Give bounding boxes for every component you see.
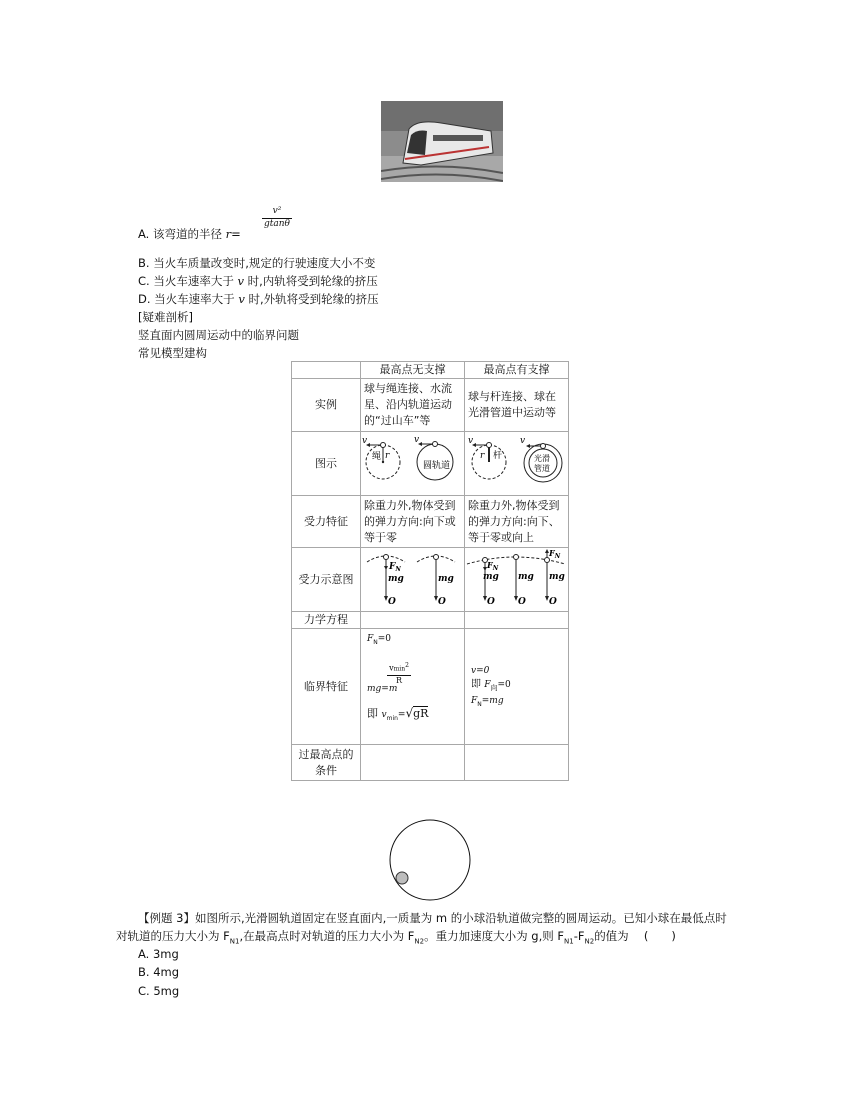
- ex3-sub-1: N1: [229, 937, 240, 946]
- critical-ji: 即: [367, 707, 382, 720]
- section-subtitle: 常见模型建构: [138, 346, 207, 360]
- critical-fn-rest: =0: [377, 634, 392, 644]
- o-label-3: O: [487, 597, 495, 606]
- critical-math-no-support: [361, 629, 464, 743]
- option-c-prefix: C. 当火车速率大于: [138, 274, 238, 288]
- tube-label-1: 光滑: [534, 454, 550, 463]
- model-table: [291, 361, 569, 781]
- option-d-var: v: [238, 292, 245, 306]
- fraction-numerator: v²: [272, 206, 282, 216]
- critical-frac-den: R: [387, 675, 411, 686]
- rope-and-track-diagram: [361, 432, 464, 490]
- option-c-var: v: [237, 274, 244, 288]
- ex3-text-5: 的值为 ( ): [594, 929, 676, 943]
- mg-label-3: mg: [483, 572, 499, 582]
- critical-fn-sub: N: [373, 638, 378, 646]
- frac-v-sup: 2: [405, 662, 409, 669]
- header-with-support: 最高点有支撑: [465, 362, 569, 379]
- row-label-condition: 过最高点的条件: [292, 745, 361, 781]
- diagram-with-support: [465, 432, 569, 496]
- option-a-eq: =: [231, 227, 241, 241]
- ex3-text-3: 。重力加速度大小为 g,则 F: [424, 929, 565, 943]
- table-header-row: [292, 362, 569, 379]
- critical-fn-2-sub: N: [477, 700, 482, 708]
- critical-fn: F: [367, 634, 374, 644]
- tube-v-label: v: [520, 436, 526, 446]
- table-row-force-diagram: [292, 548, 569, 612]
- track-label: 圆轨道: [423, 461, 451, 471]
- critical-fn-2-rest: =mg: [481, 696, 504, 706]
- example-no-support: 球与绳连接、水流星、沿内轨道运动的“过山车”等: [361, 379, 465, 432]
- critical-math-with-support: [465, 629, 568, 743]
- header-blank: [292, 362, 361, 379]
- option-a-text: A. 该弯道的半径: [138, 227, 226, 241]
- ex3-sub-2: N2: [414, 937, 425, 946]
- critical-vmin-v: v: [381, 710, 387, 720]
- section-tag: [疑难剖析]: [138, 310, 193, 324]
- example3-line1: 【例题 3】如图所示,光滑圆轨道固定在竖直面内,一质量为 m 的小球沿轨道做完整的圆周运动。已知小球在最低点时: [138, 911, 727, 925]
- force-diagram-rod: [465, 548, 568, 606]
- fn-label-2: $F_N$: [487, 560, 499, 572]
- sqrt-radicand: gR: [413, 707, 429, 720]
- frac-v: v: [389, 663, 394, 673]
- option-d-top: [138, 290, 379, 308]
- mg-label-1: mg: [388, 574, 404, 584]
- critical-vmin: [367, 705, 428, 727]
- section-title: 竖直面内圆周运动中的临界问题: [138, 328, 299, 342]
- rope-v-label: v: [362, 436, 368, 446]
- tube-label-2: 管道: [534, 464, 550, 473]
- ex3-text-2: ,在最高点时对轨道的压力大小为 F: [239, 929, 415, 943]
- force-diagram-with-support: [465, 548, 569, 612]
- option-a-fraction: [262, 206, 292, 230]
- option-c-top: [138, 272, 378, 290]
- row-label-force-diagram: 受力示意图: [292, 548, 361, 612]
- critical-frac-num: [387, 661, 411, 675]
- table-row-example: [292, 379, 569, 432]
- condition-no-support: [361, 745, 465, 781]
- critical-v-zero: v=0: [471, 666, 490, 676]
- frac-v-sub: min: [393, 665, 406, 673]
- example3-option-c: C. 5mg: [138, 984, 180, 998]
- critical-vmin-sub: min: [386, 715, 398, 723]
- rod-label: 杆: [493, 451, 503, 461]
- train-photo: [381, 101, 503, 182]
- diagram-no-support: [361, 432, 465, 496]
- critical-fn-mg: [471, 693, 504, 713]
- sqrt-sign: √: [405, 706, 414, 720]
- option-c-suffix: 时,内轨将受到轮缘的挤压: [244, 274, 378, 288]
- row-label-diagram: 图示: [292, 432, 361, 496]
- option-b-top: B. 当火车质量改变时,规定的行驶速度大小不变: [138, 256, 376, 270]
- o-label-5: O: [549, 597, 557, 606]
- force-diagram-no-support: [361, 548, 465, 612]
- rope-label: 绳: [372, 452, 382, 462]
- rope-r-label: r: [385, 451, 390, 461]
- condition-with-support: [465, 745, 569, 781]
- fraction-denominator: gtanθ: [262, 218, 292, 230]
- critical-fn-zero: [367, 631, 391, 651]
- equation-no-support: [361, 612, 465, 629]
- o-label-4: O: [518, 597, 526, 606]
- example3-option-b: B. 4mg: [138, 965, 180, 979]
- critical-no-support: [361, 629, 465, 745]
- example-with-support: 球与杆连接、球在光滑管道中运动等: [465, 379, 569, 432]
- critical-mg-eq: mg=m: [367, 684, 398, 694]
- force-no-support: 除重力外,物体受到的弹力方向:向下或等于零: [361, 496, 465, 548]
- option-a-top: [138, 225, 241, 243]
- mg-label-2: mg: [438, 574, 454, 584]
- row-label-critical: 临界特征: [292, 629, 361, 745]
- critical-with-support: [465, 629, 569, 745]
- rod-and-tube-diagram: [465, 432, 568, 490]
- option-d-suffix: 时,外轨将受到轮缘的挤压: [244, 292, 379, 306]
- option-d-prefix: D. 当火车速率大于: [138, 292, 239, 306]
- critical-f-xiang: F: [484, 680, 491, 690]
- fn-label-3: $F_N$: [549, 548, 561, 560]
- rod-r-label: r: [480, 451, 485, 461]
- table-row-equation: [292, 612, 569, 629]
- critical-f-xiang-rest: =0: [497, 680, 511, 690]
- table-row-condition: [292, 745, 569, 781]
- table-row-diagram: [292, 432, 569, 496]
- o-label-2: O: [438, 597, 446, 606]
- rod-v-label: v: [468, 436, 474, 446]
- critical-vmin-eq: =: [397, 710, 406, 720]
- critical-fn-2: F: [471, 696, 478, 706]
- fn-label-1: $F_N$: [389, 562, 401, 573]
- ex3-sub-4: N2: [584, 937, 595, 946]
- circle-track-figure: [386, 816, 474, 904]
- o-label-1: O: [388, 597, 396, 606]
- row-label-equation: 力学方程: [292, 612, 361, 629]
- critical-f-xiang-sub: 向: [490, 684, 498, 692]
- option-a-var: r: [225, 227, 232, 241]
- example3-option-a: A. 3mg: [138, 947, 179, 961]
- ex3-text-1: 对轨道的压力大小为 F: [116, 929, 230, 943]
- critical-ji-2: 即: [471, 679, 485, 690]
- force-with-support: 除重力外,物体受到的弹力方向:向下、等于零或向上: [465, 496, 569, 548]
- ex3-text-4: -F: [573, 929, 585, 943]
- mg-label-5: mg: [549, 572, 565, 582]
- equation-with-support: [465, 612, 569, 629]
- table-row-force: [292, 496, 569, 548]
- mg-label-4: mg: [518, 572, 534, 582]
- force-diagram-rope: [361, 548, 464, 606]
- row-label-example: 实例: [292, 379, 361, 432]
- track-v-label: v: [414, 435, 420, 445]
- header-no-support: 最高点无支撑: [361, 362, 465, 379]
- table-row-critical: [292, 629, 569, 745]
- example3-line2: [116, 927, 676, 950]
- ex3-sub-3: N1: [564, 937, 574, 946]
- row-label-force: 受力特征: [292, 496, 361, 548]
